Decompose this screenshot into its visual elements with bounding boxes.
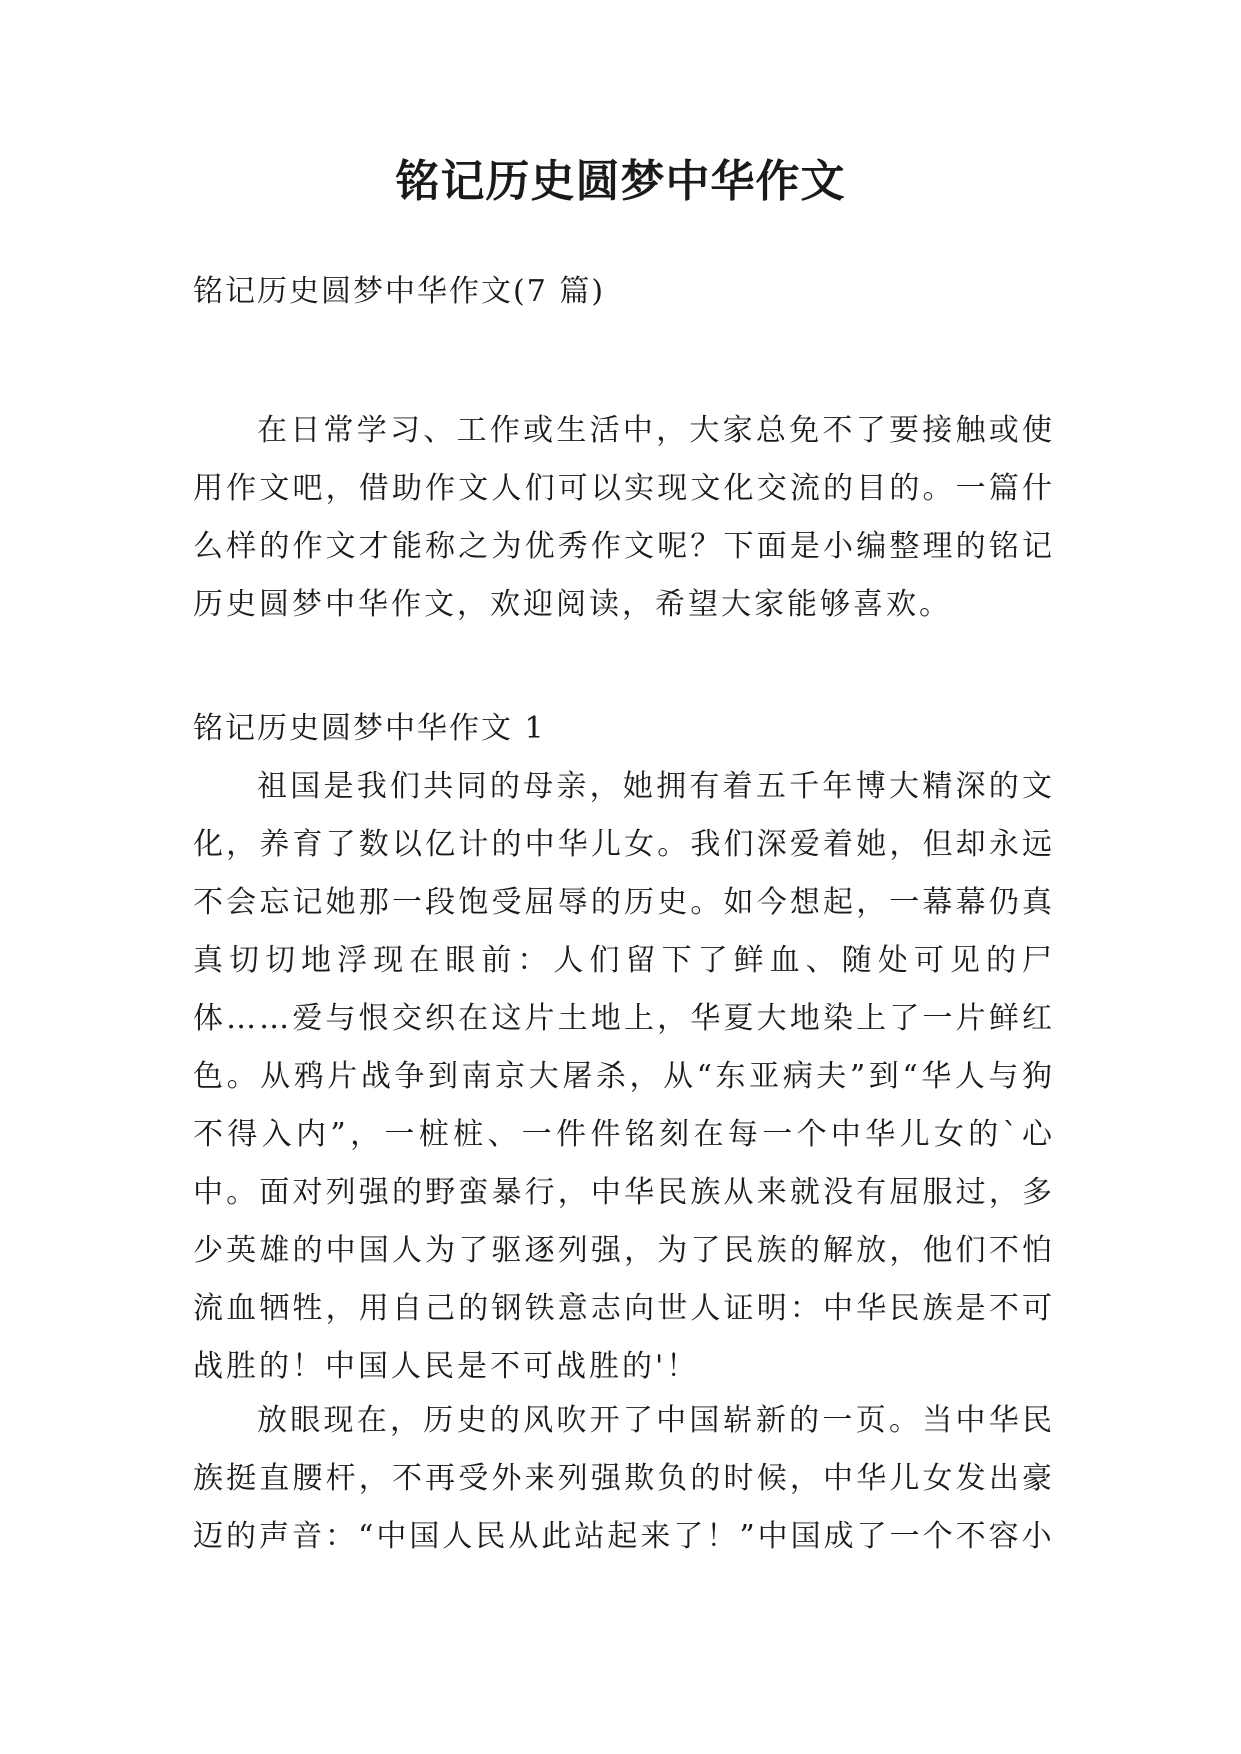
document-subtitle: 铭记历史圆梦中华作文(7 篇) bbox=[193, 274, 606, 309]
body-paragraph: 祖国是我们共同的母亲，她拥有着五千年博大精深的文化，养育了数以亿计的中华儿女。我们深爱着她，但却永远不会忘记她那一段饱受屈辱的历史。如今想起，一幕幕仍真真切切地浮现在眼前：人们留下了鲜血、随处可见的尸体……爱与恨交织在这片土地上，华夏大地染上了一片鲜红色。从鸦片战争到南京大屠杀，从“东亚病夫”到“华人与狗不得入内”，一桩桩、一件件铭刻在每一个中华儿女的`心中。面对列强的野蛮暴行，中华民族从来就没有屈服过，多少英雄的中国人为了驱逐列强，为了民族的解放，他们不怕流血牺牲，用自己的钢铁意志向世人证明：中华民族是不可战胜的！中国人民是不可战胜的'！ bbox=[193, 769, 1055, 1384]
document-title: 铭记历史圆梦中华作文 bbox=[395, 156, 846, 207]
section-heading: 铭记历史圆梦中华作文 1 bbox=[193, 711, 546, 746]
body-paragraph: 放眼现在，历史的风吹开了中国崭新的一页。当中华民族挺直腰杆，不再受外来列强欺负的时候，中华儿女发出豪迈的声音：“中国人民从此站起来了！”中国成了一个不容小 bbox=[193, 1403, 1055, 1554]
intro-paragraph: 在日常学习、工作或生活中，大家总免不了要接触或使用作文吧，借助作文人们可以实现文化交流的目的。一篇什么样的作文才能称之为优秀作文呢？下面是小编整理的铭记历史圆梦中华作文，欢迎阅读，希望大家能够喜欢。 bbox=[193, 413, 1055, 622]
